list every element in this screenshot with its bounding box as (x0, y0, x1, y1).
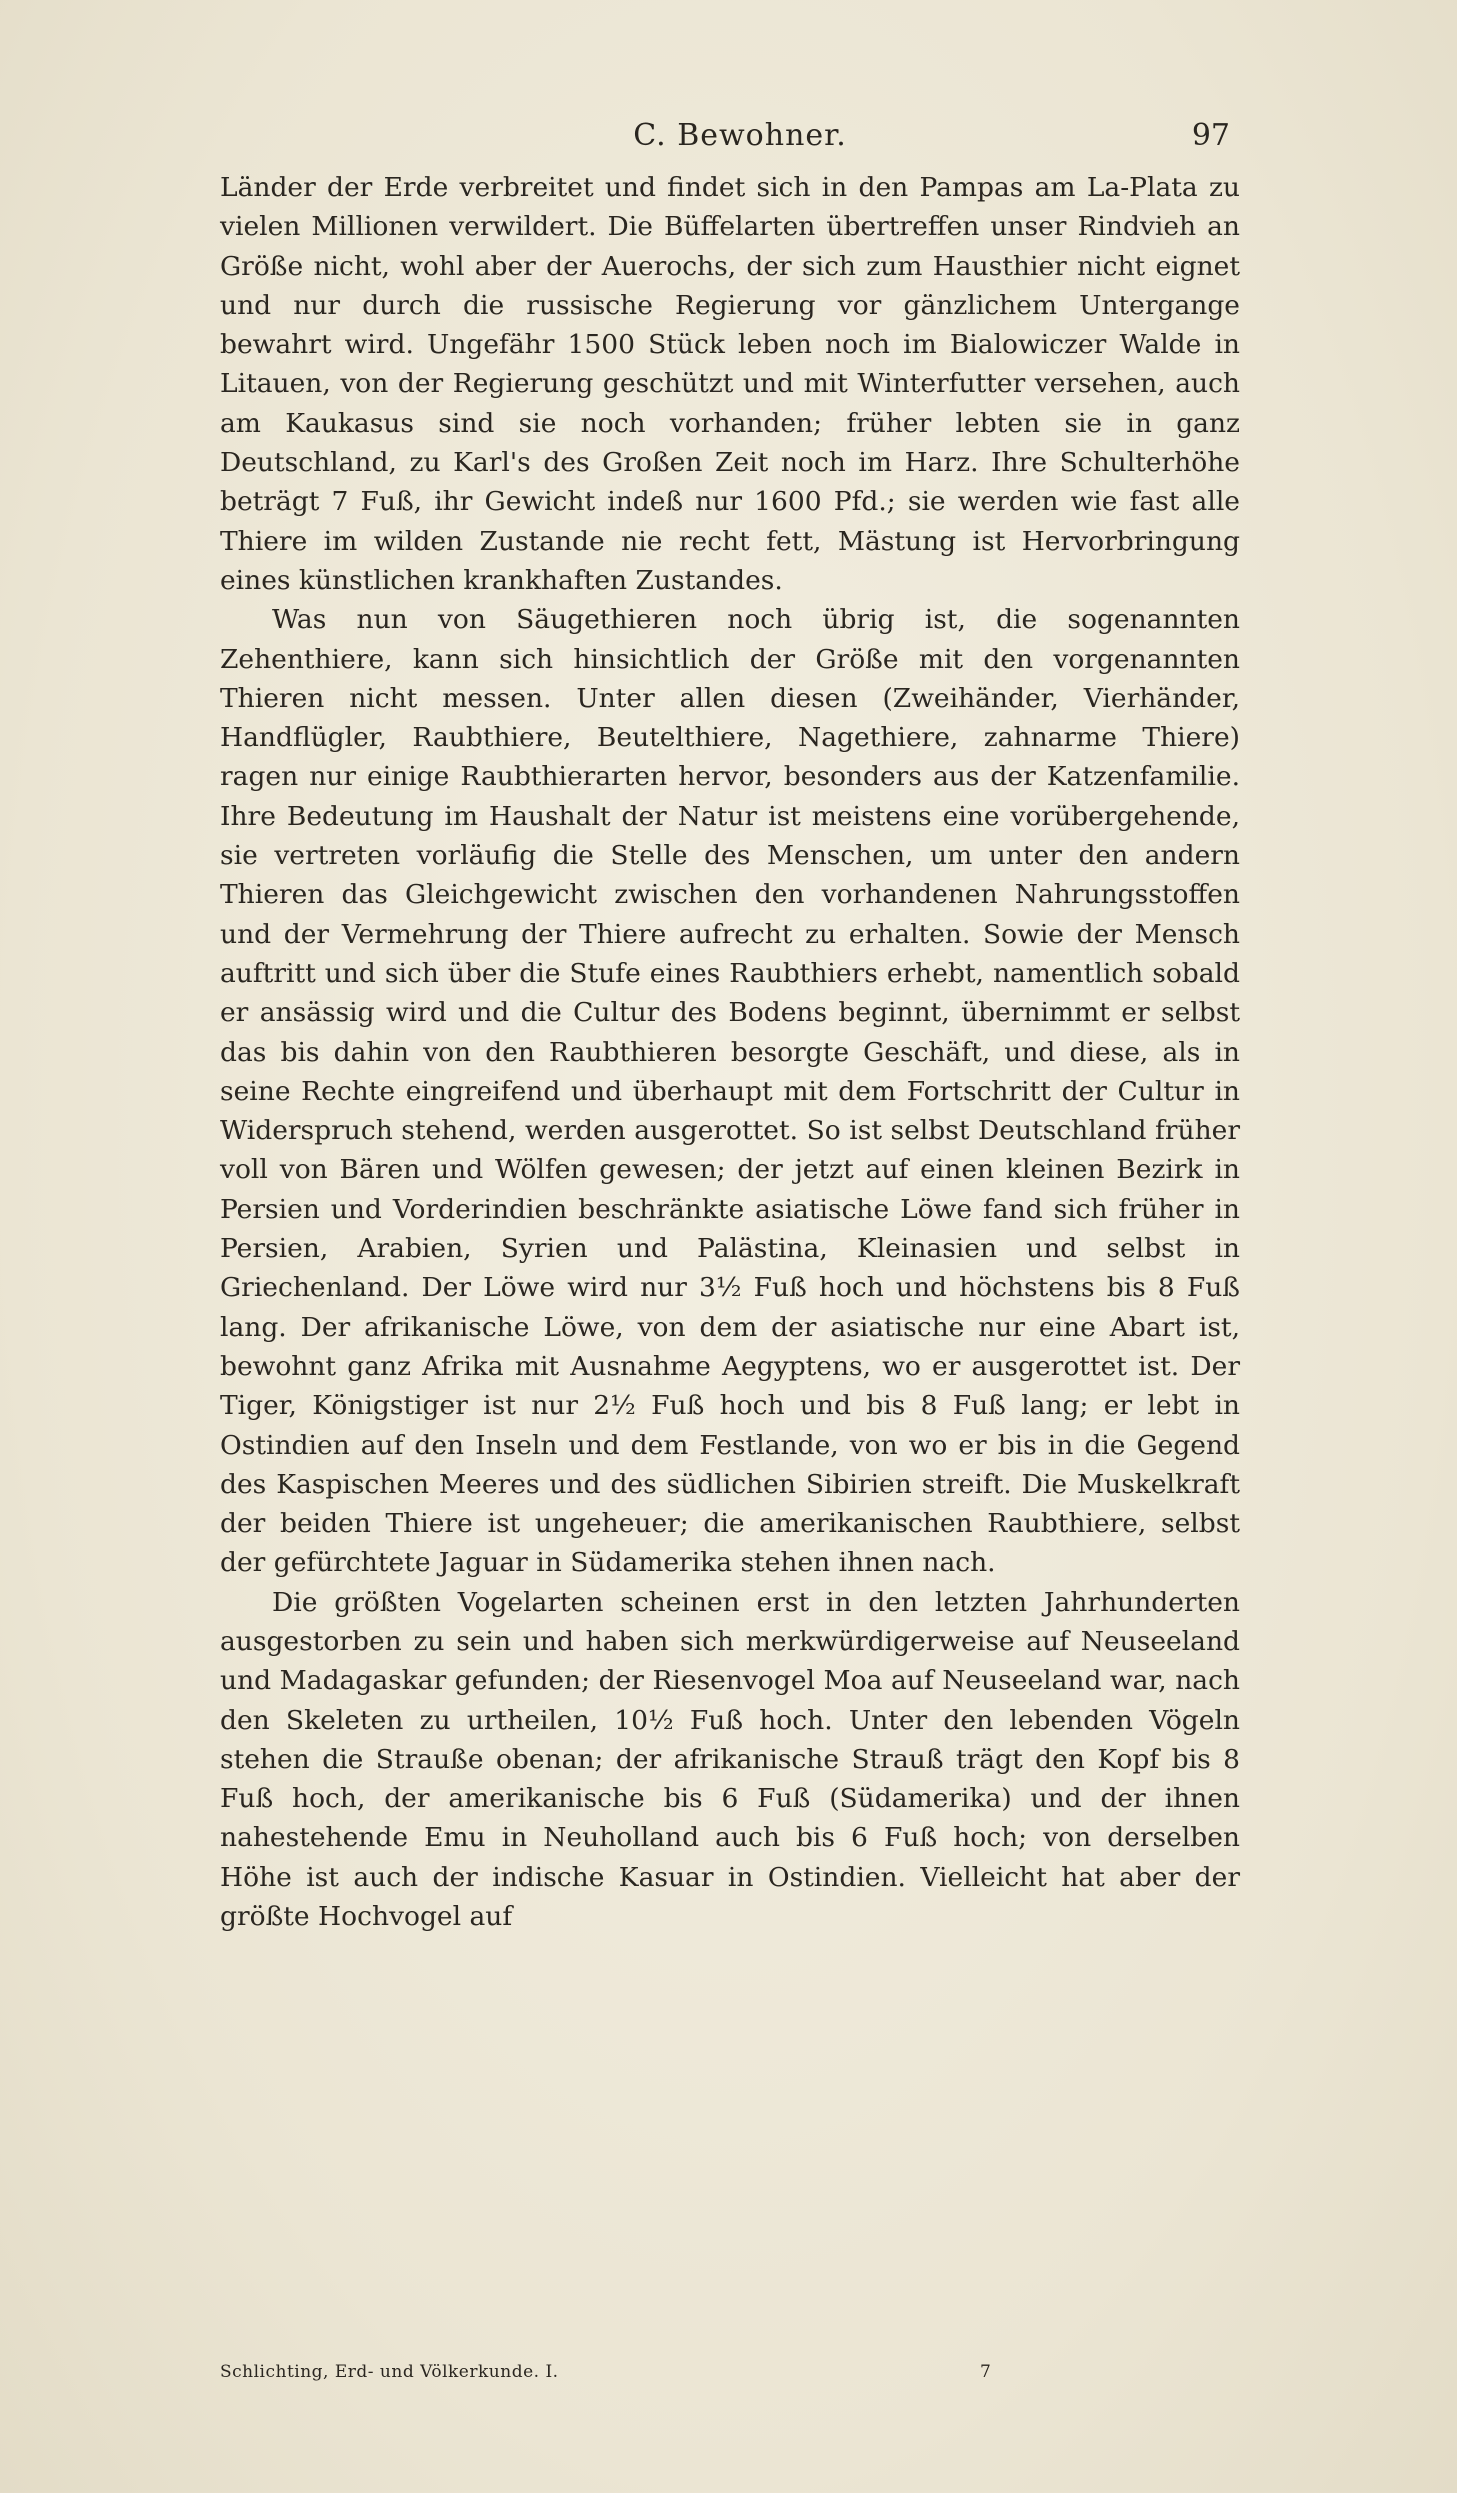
footer-citation: Schlichting, Erd- und Völkerkunde. I. (220, 2362, 559, 2382)
page-footer (220, 2362, 1240, 2392)
paragraph: Die größten Vogelarten scheinen erst in den letzten Jahrhunderten ausgestorben zu sein und haben sich merkwürdigerweise auf Neuseeland und Madagaskar gefunden; der Riesenvogel Moa auf Neuseeland war, nach den Skeleten zu urtheilen, 10½ Fuß hoch. Unter den lebenden Vögeln stehen die Strauße obenan; der afrikanische Strauß trägt den Kopf bis 8 Fuß hoch, der amerikanische bis 6 Fuß (Südamerika) und der ihnen nahestehende Emu in Neuholland auch bis 6 Fuß hoch; von derselben Höhe ist auch der indische Kasuar in Ostindien. Vielleicht hat aber der größte Hochvogel auf (220, 1586, 1240, 1933)
paragraph: Was nun von Säugethieren noch übrig ist, die sogenannten Zehenthiere, kann sich hinsichtlich der Größe mit den vorgenannten Thieren nicht messen. Unter allen diesen (Zweihänder, Vierhänder, Handflügler, Raubthiere, Beutelthiere, Nagethiere, zahnarme Thiere) ragen nur einige Raubthierarten hervor, besonders aus der Katzenfamilie. Ihre Bedeutung im Haushalt der Natur ist meistens eine vorübergehende, sie vertreten vorläufig die Stelle des Menschen, um unter den andern Thieren das Gleichgewicht zwischen den vorhandenen Nahrungsstoffen und der Vermehrung der Thiere aufrecht zu erhalten. Sowie der Mensch auftritt und sich über die Stufe eines Raubthiers erhebt, namentlich sobald er ansässig wird und die Cultur des Bodens beginnt, übernimmt er selbst das bis dahin von den Raubthieren besorgte Geschäft, und diese, als in seine Rechte eingreifend und überhaupt mit dem Fortschritt der Cultur in Widerspruch stehend, werden ausgerottet. So ist selbst Deutschland früher voll von Bären und Wölfen gewesen; der jetzt auf einen kleinen Bezirk in Persien und Vorderindien beschränkte asiatische Löwe fand sich früher in Persien, Arabien, Syrien und Palästina, Kleinasien und selbst in Griechenland. Der Löwe wird nur 3½ Fuß hoch und höchstens bis 8 Fuß lang. Der afrikanische Löwe, von dem der asiatische nur eine Abart ist, bewohnt ganz Afrika mit Ausnahme Aegyptens, wo er ausgerottet ist. Der Tiger, Königstiger ist nur 2½ Fuß hoch und bis 8 Fuß lang; er lebt in Ostindien auf den Inseln und dem Festlande, von wo er bis in die Gegend des Kaspischen Meeres und des südlichen Sibirien streift. Die Muskelkraft der beiden Thiere ist ungeheuer; die amerikanischen Raubthiere, selbst der gefürchtete Jaguar in Südamerika stehen ihnen nach. (220, 604, 1240, 1579)
page-number: 97 (1191, 118, 1230, 153)
page-header (0, 118, 1457, 158)
running-head: C. Bewohner. (633, 118, 847, 153)
body-text (220, 168, 1240, 1936)
paragraph: Länder der Erde verbreitet und findet sich in den Pampas am La-Plata zu vielen Millionen verwildert. Die Büffelarten übertreffen unser Rindvieh an Größe nicht, wohl aber der Auerochs, der sich zum Hausthier nicht eignet und nur durch die russische Regierung vor gänzlichem Untergange bewahrt wird. Ungefähr 1500 Stück leben noch im Bialowiczer Walde in Litauen, von der Regierung geschützt und mit Winterfutter versehen, auch am Kaukasus sind sie noch vorhanden; früher lebten sie in ganz Deutschland, zu Karl's des Großen Zeit noch im Harz. Ihre Schulterhöhe beträgt 7 Fuß, ihr Gewicht indeß nur 1600 Pfd.; sie werden wie fast alle Thiere im wilden Zustande nie recht fett, Mästung ist Hervorbringung eines künstlichen krankhaften Zustandes. (220, 172, 1240, 596)
signature-mark: 7 (980, 2362, 992, 2382)
